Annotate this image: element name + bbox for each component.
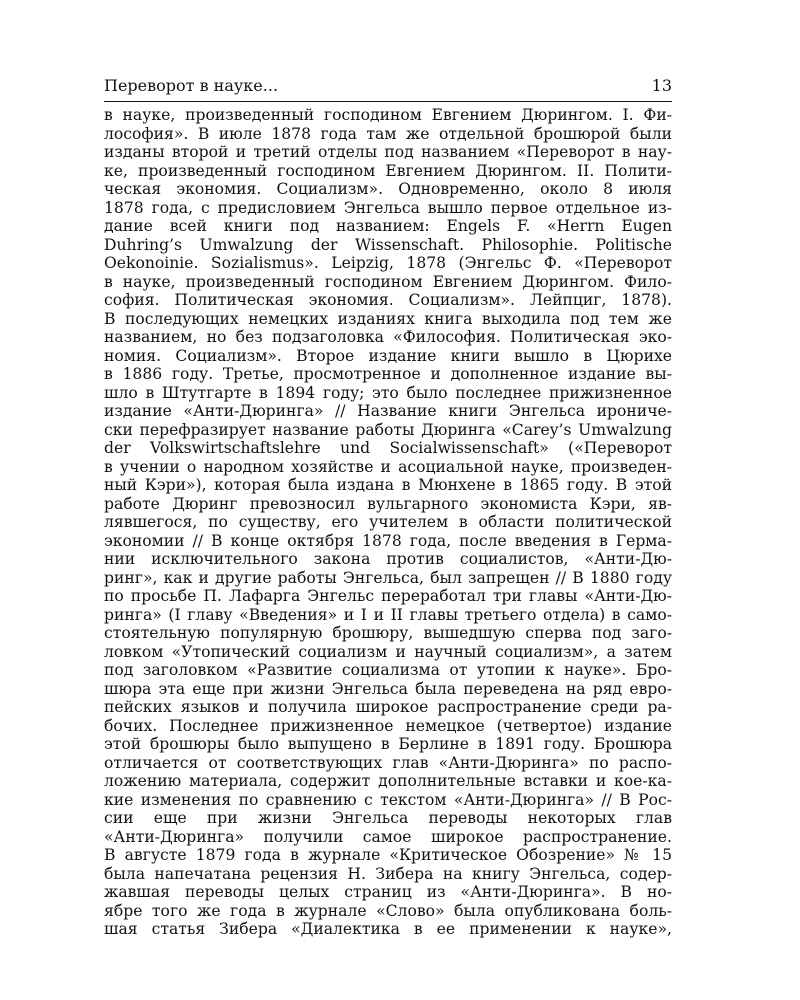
body-line: шая статья Зибера «Диалектика в ее применении к науке»,: [104, 920, 672, 938]
body-line: изданы второй и третий отделы под названием «Переворот в нау-: [104, 143, 672, 161]
body-line: сии еще при жизни Энгельса переводы некоторых глав: [104, 809, 672, 827]
body-line: стоятельную популярную брошюру, вышедшую сперва под заго-: [104, 624, 672, 642]
header-rule: [104, 101, 672, 102]
body-line: ный Кэри»), которая была издана в Мюнхене в 1865 году. В этой: [104, 476, 672, 494]
body-line: ринга» (I главу «Введения» и I и II главы третьего отдела) в само-: [104, 605, 672, 624]
body-line: 1878 года, с предисловием Энгельса вышло первое отдельное из-: [104, 198, 672, 217]
body-line: ке, произведенный господином Евгением Дюрингом. II. Полити-: [104, 161, 672, 180]
body-line: шюра эта еще при жизни Энгельса была переведена на ряд евро-: [104, 679, 672, 698]
body-line: шло в Штутгарте в 1894 году; это было последнее прижизненное: [104, 383, 672, 402]
body-line: названием, но без подзаголовка «Философия. Политическая эко-: [104, 328, 672, 346]
body-line: в 1886 году. Третье, просмотренное и дополненное издание вы-: [104, 365, 672, 383]
body-line: софия. Политическая экономия. Социализм». Лейпциг, 1878).: [104, 291, 672, 309]
body-line: кие изменения по сравнению с текстом «Анти-Дюринга» // В Рос-: [104, 790, 672, 809]
body-line: ложению материала, содержит дополнительные вставки и кое-ка-: [104, 772, 672, 790]
body-line: бочих. Последнее прижизненное немецкое (четвертое) издание: [104, 716, 672, 735]
body-line: В последующих немецких изданиях книга выходила под тем же: [104, 309, 672, 328]
running-header: [104, 76, 672, 98]
body-line: нии исключительного закона против социалистов, «Анти-Дю-: [104, 550, 672, 568]
body-line: в науке, произведенный господином Евгением Дюрингом. I. Фи-: [104, 106, 672, 124]
body-line: ски перефразирует название работы Дюринга «Carey’s Umwalzung: [104, 420, 672, 439]
body-line: Duhring’s Umwalzung der Wissenschaft. Philosophie. Politische: [104, 235, 672, 254]
body-line: ловком «Утопический социализм и научный социализм», а затем: [104, 642, 672, 661]
body-text: [104, 106, 672, 939]
body-line: ринг», как и другие работы Энгельса, был запрещен // В 1880 году: [104, 568, 672, 587]
body-line: ябре того же года в журнале «Слово» была опубликована боль-: [104, 901, 672, 920]
body-line: этой брошюры было выпущено в Берлине в 1891 году. Брошюра: [104, 735, 672, 753]
body-line: в учении о народном хозяйстве и асоциальной науке, произведен-: [104, 457, 672, 476]
body-line: «Анти-Дюринга» получили самое широкое распространение.: [104, 827, 672, 846]
body-line: отличается от соответствующих глав «Анти-Дюринга» по распо-: [104, 753, 672, 772]
body-line: по просьбе П. Лафарга Энгельс переработал три главы «Анти-Дю-: [104, 587, 672, 605]
body-line: под заголовком «Развитие социализма от утопии к науке». Бро-: [104, 661, 672, 679]
body-line: лявшегося, по существу, его учителем в области политической: [104, 513, 672, 531]
body-line: работе Дюринг превозносил вульгарного экономиста Кэри, яв-: [104, 494, 672, 513]
body-line: экономии // В конце октября 1878 года, после введения в Герма-: [104, 531, 672, 550]
body-line: В августе 1879 года в журнале «Критическое Обозрение» № 15: [104, 846, 672, 864]
body-line: издание «Анти-Дюринга» // Название книги Энгельса ирониче-: [104, 402, 672, 420]
body-line: номия. Социализм». Второе издание книги вышло в Цюрихе: [104, 346, 672, 365]
body-line: дание всей книги под названием: Engels F. «Herrn Eugen: [104, 217, 672, 235]
body-line: ческая экономия. Социализм». Одновременно, около 8 июля: [104, 180, 672, 198]
body-line: жавшая переводы целых страниц из «Анти-Дюринга». В но-: [104, 883, 672, 901]
page-number: 13: [651, 76, 672, 95]
body-line: Oekonoinie. Sozialismus». Leipzig, 1878 (Энгельс Ф. «Переворот: [104, 254, 672, 272]
body-line: в науке, произведенный господином Евгением Дюрингом. Фило-: [104, 272, 672, 291]
body-line: была напечатана рецензия Н. Зибера на книгу Энгельса, содер-: [104, 864, 672, 883]
body-line: пейских языков и получила широкое распространение среди ра-: [104, 698, 672, 716]
body-line: der Volkswirtschaftslehre und Socialwissenschaft» («Переворот: [104, 439, 672, 457]
running-title: Переворот в науке...: [104, 76, 279, 95]
body-line: лософия». В июле 1878 года там же отдельной брошюрой были: [104, 124, 672, 143]
